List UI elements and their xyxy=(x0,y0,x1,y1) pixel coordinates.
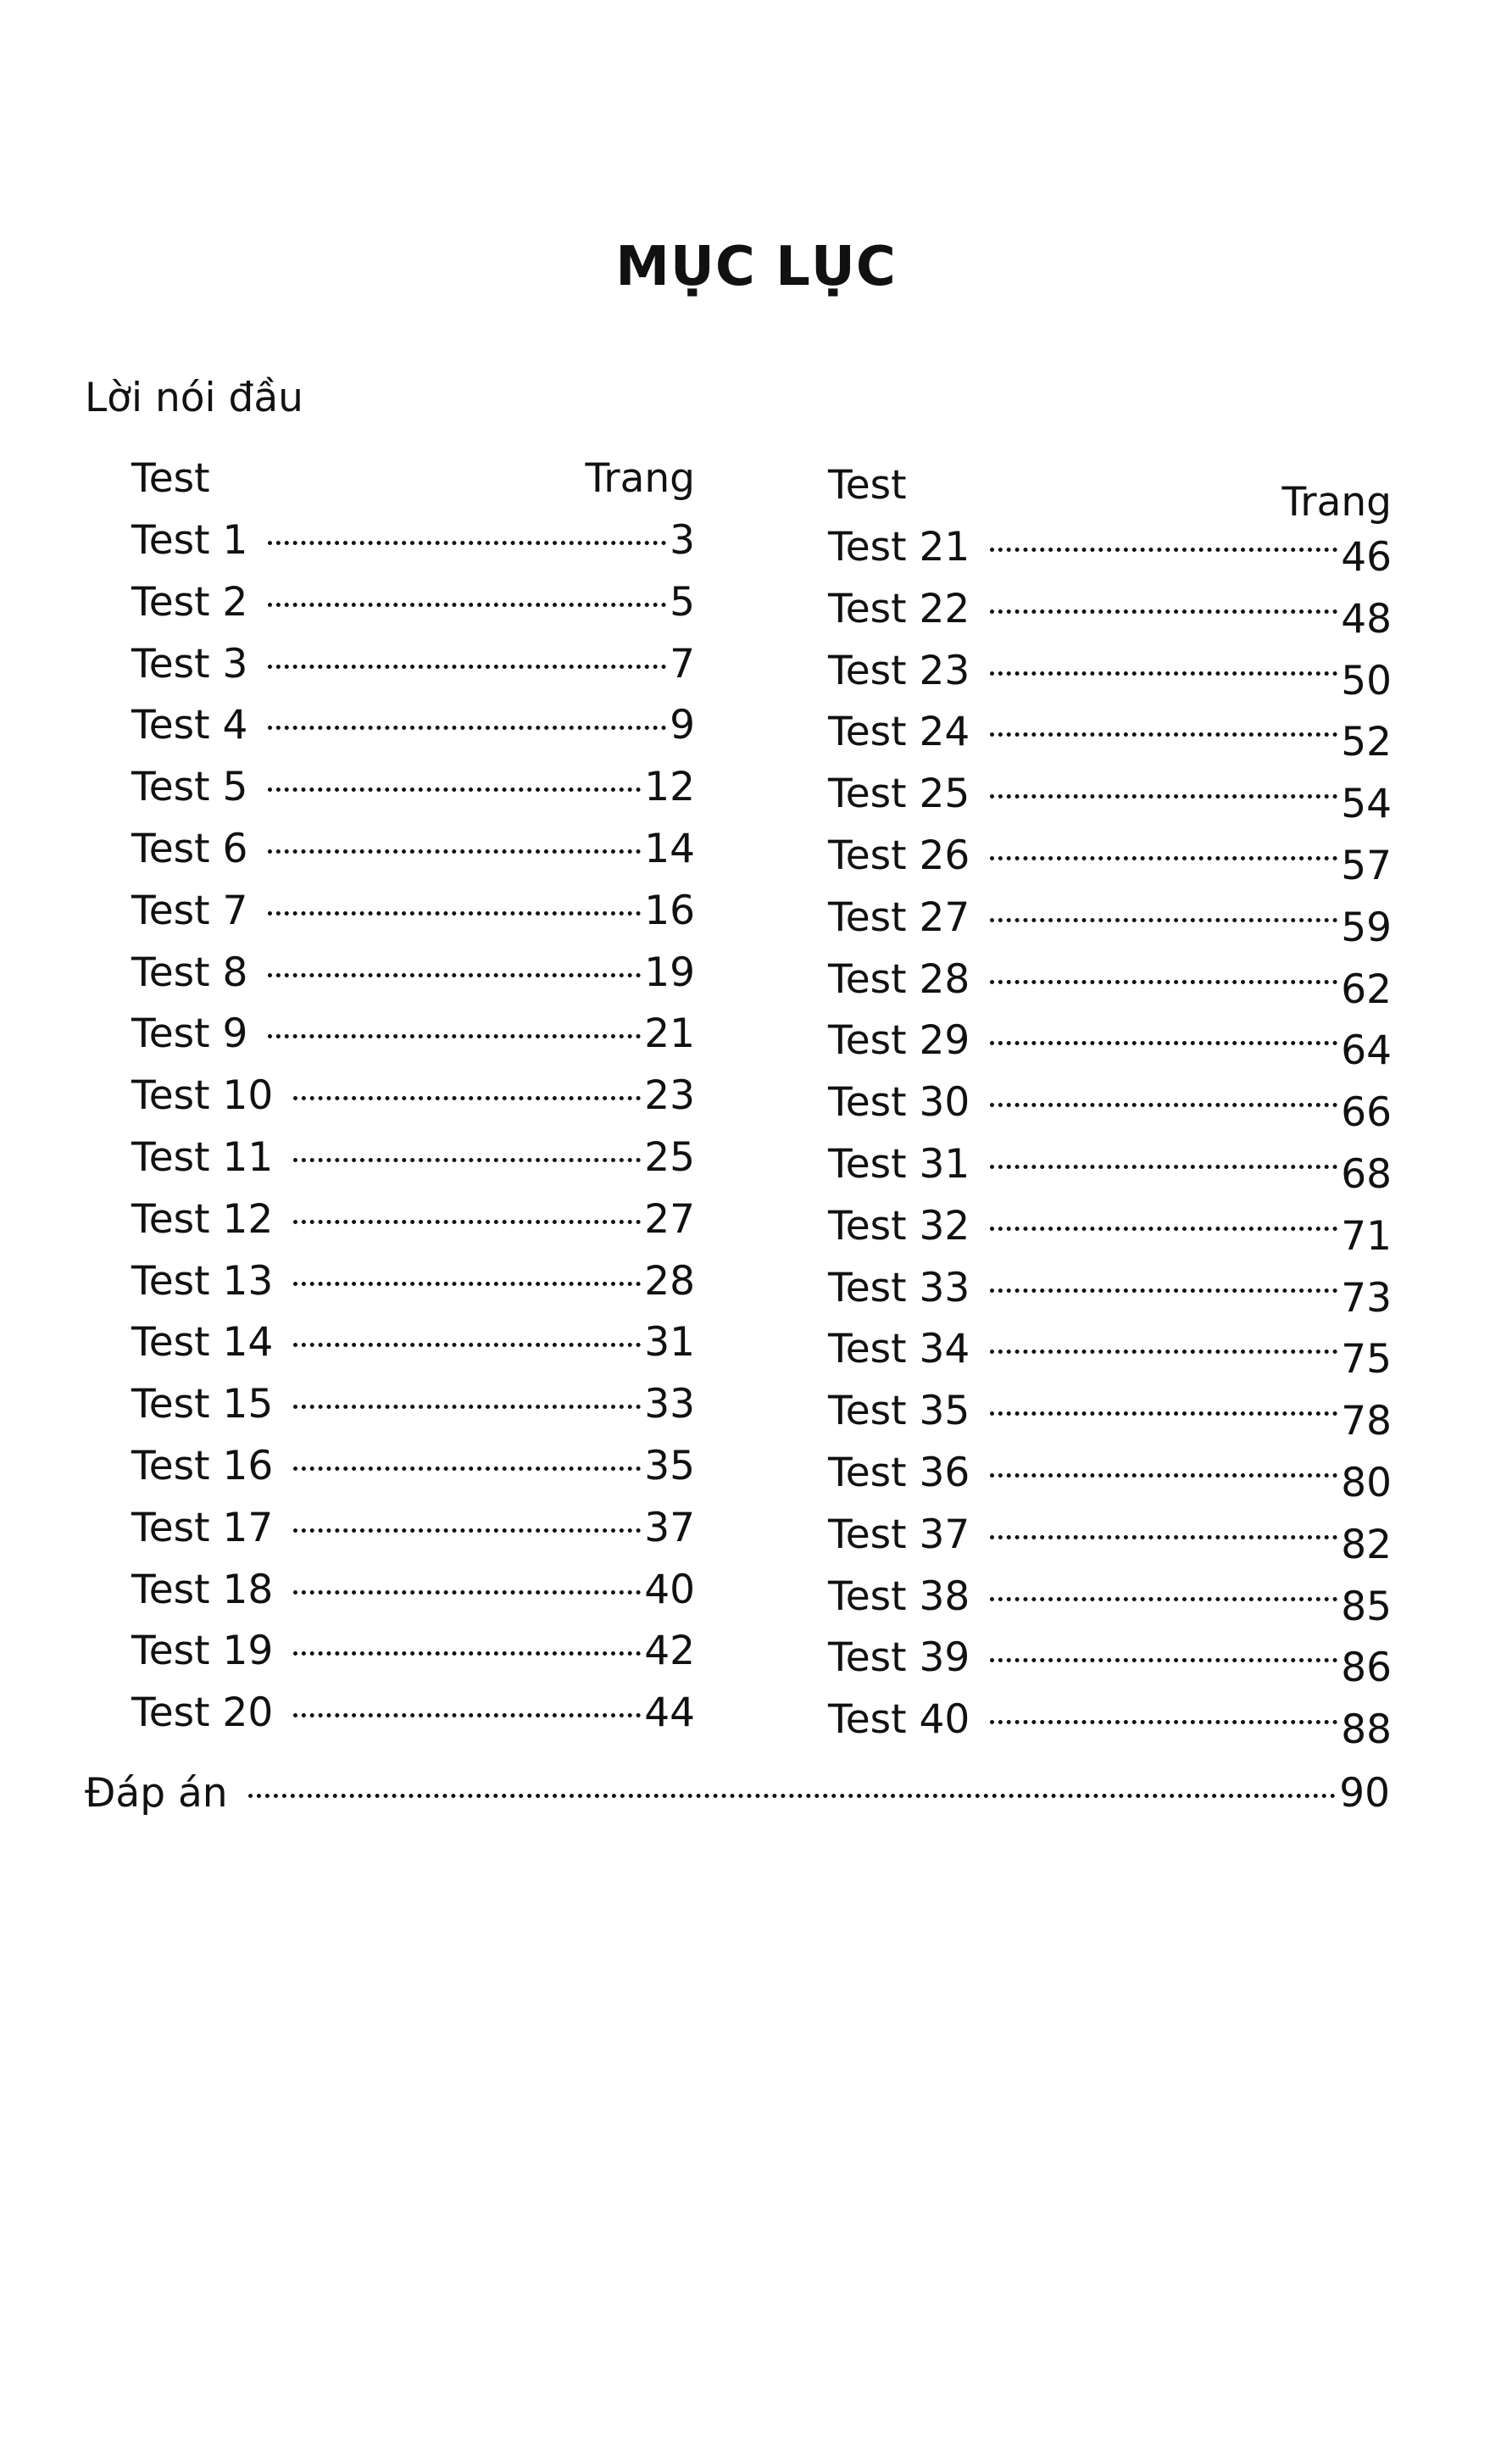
toc-entry-label: Test 37 xyxy=(828,1511,970,1558)
toc-entry-page: 57 xyxy=(1341,842,1392,889)
toc-entry-label: Test 30 xyxy=(828,1079,970,1127)
header-page: Trang xyxy=(1281,479,1392,526)
toc-entry-label: Test 26 xyxy=(828,832,970,879)
toc-entry xyxy=(131,1319,695,1381)
toc-entry xyxy=(131,1689,695,1751)
dot-leader xyxy=(990,1350,1337,1354)
toc-entry-label: Test 32 xyxy=(828,1202,970,1250)
dot-leader xyxy=(990,918,1337,922)
dot-leader xyxy=(990,1227,1337,1231)
toc-left-column xyxy=(131,455,695,1751)
toc-entry-label: Test 28 xyxy=(828,955,970,1003)
toc-entry xyxy=(828,1265,1392,1327)
toc-entry-label: Test 3 xyxy=(131,640,248,687)
toc-entry-label: Test 22 xyxy=(828,585,970,632)
dot-leader xyxy=(268,726,666,730)
toc-entry-page: 46 xyxy=(1341,534,1392,581)
toc-entry-page: 62 xyxy=(1341,966,1392,1013)
toc-entry xyxy=(828,709,1392,771)
toc-entry-page: 19 xyxy=(644,949,695,996)
dot-leader xyxy=(990,671,1337,676)
toc-entry-label: Test 18 xyxy=(131,1566,274,1613)
toc-entry-label: Test 17 xyxy=(131,1504,274,1551)
toc-entry-label: Test 33 xyxy=(828,1264,970,1311)
toc-entry xyxy=(828,1511,1392,1573)
toc-entry xyxy=(828,1017,1392,1079)
toc-entry-label: Test 21 xyxy=(828,524,970,571)
toc-entry-label: Test 35 xyxy=(828,1388,970,1435)
toc-entry xyxy=(828,1388,1392,1450)
dot-leader xyxy=(990,1165,1337,1169)
toc-entry xyxy=(131,764,695,826)
dot-leader xyxy=(268,849,641,854)
toc-entry xyxy=(828,586,1392,648)
dot-leader xyxy=(990,1041,1337,1045)
toc-entry-label: Test 34 xyxy=(828,1326,970,1373)
toc-entry-label: Test 12 xyxy=(131,1195,274,1243)
toc-entry-label: Test 6 xyxy=(131,825,248,872)
toc-entry xyxy=(828,524,1392,586)
toc-entry-page: 80 xyxy=(1341,1459,1392,1506)
dot-leader xyxy=(990,732,1337,737)
dot-leader xyxy=(990,856,1337,860)
toc-entry-page: 75 xyxy=(1341,1336,1392,1383)
toc-entry-page: 59 xyxy=(1341,904,1392,951)
toc-entry xyxy=(828,1450,1392,1511)
toc-entry-page: 88 xyxy=(1341,1706,1392,1754)
toc-entry-page: 7 xyxy=(670,640,695,687)
toc-entry xyxy=(828,648,1392,710)
dot-leader xyxy=(990,610,1337,614)
toc-entry-label: Test 24 xyxy=(828,709,970,756)
toc-entry xyxy=(828,832,1392,894)
dot-leader xyxy=(990,1289,1337,1293)
toc-entry-page: 25 xyxy=(644,1133,695,1181)
toc-entry xyxy=(131,1134,695,1196)
toc-entry xyxy=(131,1628,695,1689)
header-test: Test xyxy=(828,462,907,509)
dot-leader xyxy=(293,1651,641,1656)
toc-entry-page: 71 xyxy=(1341,1212,1392,1260)
toc-entry-page: 64 xyxy=(1341,1027,1392,1075)
toc-entry xyxy=(131,1010,695,1072)
toc-entry-page: 73 xyxy=(1341,1274,1392,1322)
toc-entry xyxy=(828,1141,1392,1203)
toc-entry-page: 42 xyxy=(644,1628,695,1675)
toc-entry-label: Test 16 xyxy=(131,1442,274,1489)
toc-entry-page: 16 xyxy=(644,887,695,934)
toc-entry-page: 9 xyxy=(670,702,695,749)
toc-entry-page: 66 xyxy=(1341,1089,1392,1137)
toc-entry xyxy=(131,949,695,1011)
dot-leader xyxy=(293,1528,641,1533)
toc-entry-page: 27 xyxy=(644,1195,695,1243)
toc-right-list xyxy=(828,524,1392,1758)
header-page: Trang xyxy=(585,455,695,502)
toc-entry-page: 54 xyxy=(1341,781,1392,828)
toc-entry-label: Test 39 xyxy=(828,1634,970,1682)
toc-entry xyxy=(828,894,1392,956)
toc-entry-page: 68 xyxy=(1341,1150,1392,1198)
toc-entry-label: Test 31 xyxy=(828,1140,970,1188)
toc-entry xyxy=(131,888,695,949)
toc-column-header xyxy=(828,462,1392,524)
dot-leader xyxy=(268,665,666,669)
toc-entry xyxy=(131,1072,695,1134)
dot-leader xyxy=(293,1282,641,1286)
toc-entry xyxy=(131,1443,695,1505)
toc-entry xyxy=(131,1567,695,1628)
dot-leader xyxy=(268,973,641,977)
toc-entry-label: Test 7 xyxy=(131,887,248,934)
dot-leader xyxy=(268,1034,641,1038)
toc-entry-label: Test 11 xyxy=(131,1133,274,1181)
toc-entry xyxy=(131,702,695,764)
toc-entry-page: 90 xyxy=(1339,1770,1390,1817)
toc-entry-label: Test 1 xyxy=(131,517,248,564)
toc-entry xyxy=(131,1381,695,1443)
dot-leader xyxy=(293,1220,641,1224)
toc-entry-label: Test 10 xyxy=(131,1072,274,1120)
toc-entry-label: Test 9 xyxy=(131,1010,248,1058)
dot-leader xyxy=(293,1590,641,1595)
toc-entry xyxy=(131,641,695,703)
toc-entry xyxy=(828,1696,1392,1758)
toc-entry xyxy=(828,1326,1392,1388)
toc-entry-page: 21 xyxy=(644,1010,695,1058)
toc-entry-label: Test 15 xyxy=(131,1381,274,1428)
toc-entry-label: Test 8 xyxy=(131,949,248,996)
dot-leader xyxy=(990,1411,1337,1416)
dot-leader xyxy=(990,1473,1337,1478)
page-title: MỤC LỤC xyxy=(615,236,897,298)
dot-leader xyxy=(990,794,1337,799)
dot-leader xyxy=(990,1658,1337,1662)
dot-leader xyxy=(293,1467,641,1471)
toc-entry xyxy=(131,579,695,641)
toc-entry-label: Test 29 xyxy=(828,1017,970,1065)
toc-entry-page: 82 xyxy=(1341,1521,1392,1568)
dot-leader xyxy=(990,980,1337,984)
toc-entry-page: 12 xyxy=(644,764,695,811)
toc-entry-label: Test 27 xyxy=(828,893,970,941)
toc-entry-label: Test 4 xyxy=(131,702,248,749)
toc-entry-page: 44 xyxy=(644,1689,695,1737)
toc-entry-label: Test 13 xyxy=(131,1257,274,1305)
toc-entry-label: Đáp án xyxy=(85,1770,228,1817)
dot-leader xyxy=(293,1343,641,1347)
toc-entry-page: 33 xyxy=(644,1381,695,1428)
toc-right-column xyxy=(828,462,1392,1758)
toc-entry xyxy=(131,826,695,888)
toc-entry-page: 78 xyxy=(1341,1398,1392,1445)
toc-entry-page: 48 xyxy=(1341,595,1392,643)
dot-leader xyxy=(268,541,666,545)
dot-leader xyxy=(268,788,641,792)
toc-entry xyxy=(131,1505,695,1567)
dot-leader xyxy=(990,1103,1337,1107)
dot-leader xyxy=(990,1597,1337,1601)
dot-leader xyxy=(990,1720,1337,1724)
toc-entry-page: 40 xyxy=(644,1566,695,1613)
dot-leader xyxy=(293,1405,641,1409)
dot-leader xyxy=(293,1713,641,1717)
toc-entry xyxy=(131,517,695,579)
toc-entry-page: 35 xyxy=(644,1442,695,1489)
dot-leader xyxy=(990,548,1337,552)
toc-entry xyxy=(828,771,1392,832)
toc-entry-page: 37 xyxy=(644,1504,695,1551)
toc-column-header xyxy=(131,455,695,517)
toc-entry-page: 14 xyxy=(644,825,695,872)
toc-entry-label: Test 40 xyxy=(828,1696,970,1744)
dot-leader xyxy=(293,1096,641,1100)
dot-leader xyxy=(990,1535,1337,1539)
toc-entry xyxy=(131,1258,695,1320)
toc-entry xyxy=(828,1203,1392,1265)
toc-entry-page: 50 xyxy=(1341,657,1392,704)
toc-entry-page: 85 xyxy=(1341,1583,1392,1630)
toc-entry-label: Test 20 xyxy=(131,1689,274,1737)
toc-entry xyxy=(131,1196,695,1258)
toc-entry-label: Test 25 xyxy=(828,771,970,818)
header-test: Test xyxy=(131,455,210,502)
toc-entry-label: Test 5 xyxy=(131,764,248,811)
toc-entry-label: Test 19 xyxy=(131,1628,274,1675)
toc-entry-label: Test 2 xyxy=(131,578,248,626)
toc-entry-label: Test 23 xyxy=(828,647,970,694)
toc-entry-page: 52 xyxy=(1341,719,1392,766)
toc-entry xyxy=(828,956,1392,1018)
toc-entry-page: 86 xyxy=(1341,1645,1392,1692)
toc-entry-label: Test 38 xyxy=(828,1572,970,1620)
toc-entry xyxy=(828,1079,1392,1141)
toc-entry-preface: Lời nói đầu xyxy=(85,375,303,421)
dot-leader xyxy=(293,1158,641,1162)
toc-entry-label: Test 36 xyxy=(828,1449,970,1496)
dot-leader xyxy=(268,911,641,916)
dot-leader xyxy=(268,603,666,607)
toc-entry-page: 5 xyxy=(670,578,695,626)
dot-leader xyxy=(248,1794,1337,1798)
toc-entry-page: 3 xyxy=(670,517,695,564)
toc-entry-page: 28 xyxy=(644,1257,695,1305)
toc-entry-page: 31 xyxy=(644,1319,695,1367)
toc-entry xyxy=(828,1634,1392,1696)
toc-entry-label: Test 14 xyxy=(131,1319,274,1367)
toc-entry xyxy=(828,1573,1392,1635)
toc-left-list xyxy=(131,517,695,1751)
toc-entry-answers xyxy=(85,1770,1390,1817)
toc-entry-page: 23 xyxy=(644,1072,695,1120)
